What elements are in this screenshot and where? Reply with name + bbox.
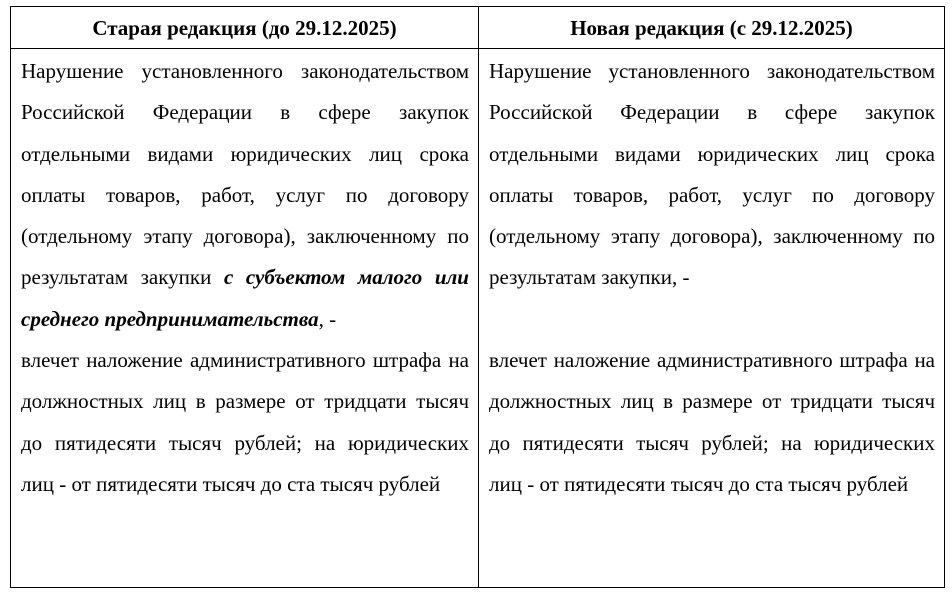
header-old-edition: Старая редакция (до 29.12.2025) bbox=[11, 7, 479, 49]
old-edition-cell bbox=[11, 49, 479, 588]
old-disposition-end: , - bbox=[318, 306, 337, 331]
old-disposition-paragraph bbox=[21, 51, 469, 340]
old-sanction-paragraph: влечет наложение административного штрафа на должностных лиц в размере от тридцати тысяч до пятидесяти тысяч рублей; на юридических лиц - от пятидесяти тысяч до ста тысяч рублей bbox=[21, 348, 469, 496]
new-sanction-paragraph: влечет наложение административного штрафа на должностных лиц в размере от тридцати тысяч до пятидесяти тысяч рублей; на юридических лиц - от пятидесяти тысяч до ста тысяч рублей bbox=[489, 348, 935, 496]
table-header-row bbox=[11, 7, 945, 49]
new-edition-cell bbox=[479, 49, 945, 588]
old-disposition-text: Нарушение установленного законодательством Российской Федерации в сфере закупок отдельными видами юридических лиц срока оплаты товаров, работ, услуг по договору (отдельному этапу договора), заключенному по результатам закупки bbox=[21, 59, 469, 290]
old-disposition-emphasis: с субъектом малого или среднего предпринимательства bbox=[21, 265, 469, 331]
comparison-table bbox=[10, 6, 945, 588]
new-disposition-paragraph: Нарушение установленного законодательством Российской Федерации в сфере закупок отдельными видами юридических лиц срока оплаты товаров, работ, услуг по договору (отдельному этапу договора), заключенному по результатам закупки, - bbox=[489, 59, 935, 290]
table-row bbox=[11, 49, 945, 588]
header-new-edition: Новая редакция (с 29.12.2025) bbox=[479, 7, 945, 49]
blank-line bbox=[489, 299, 935, 340]
